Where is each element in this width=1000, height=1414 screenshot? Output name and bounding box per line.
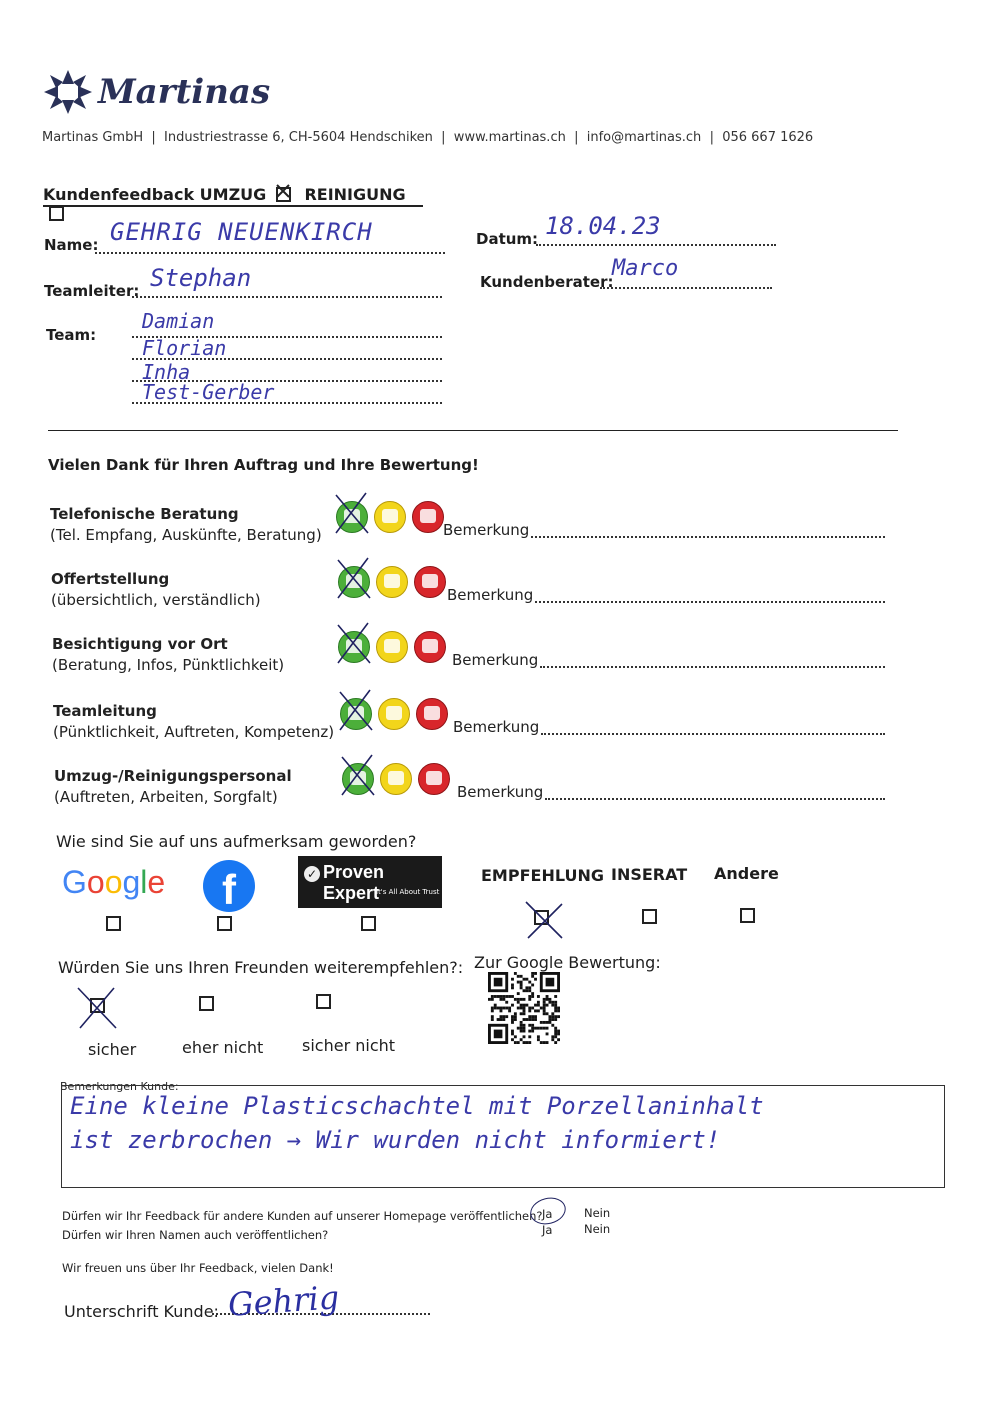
smiley-negative-icon[interactable] [414,631,446,663]
rating-title: Umzug-/Reinigungspersonal [54,767,292,785]
cross-mark-icon [334,621,374,667]
remark-label: Bemerkung [453,718,540,736]
smiley-negative-icon[interactable] [414,566,446,598]
publish-ja-1[interactable]: Ja [542,1207,553,1221]
rating-smileys [338,627,448,667]
team-member[interactable]: Test-Gerber [142,380,275,404]
comment-line: Eine kleine Plasticschachtel mit Porzellaninhalt [70,1092,764,1120]
contact-line: Martinas GmbH | Industriestrasse 6, CH-5604 Hendschiken | www.martinas.ch | info@martinas.ch | 056 667 1626 [42,130,814,145]
signature[interactable]: Gehrig [226,1278,341,1324]
smiley-negative-icon[interactable] [416,698,448,730]
reinigung-label: REINIGUNG [304,185,406,204]
proven-expert-logo: ✓ Proven Expert It's All About Trust [298,856,442,908]
teamleiter-label: Teamleiter: [44,282,140,300]
smiley-neutral-icon[interactable] [380,763,412,795]
empfehlung-label: EMPFEHLUNG [481,866,604,885]
rating-subtitle: (Beratung, Infos, Pünktlichkeit) [52,656,285,674]
publish-nein-2[interactable]: Nein [584,1222,611,1236]
google-logo: Google [62,864,166,900]
publish-question-2: Dürfen wir Ihren Namen auch veröffentlichen? [62,1228,329,1242]
rating-smileys [342,759,452,799]
kundenberater-value[interactable]: Marco [612,256,679,281]
proven-expert-checkbox[interactable] [361,916,376,931]
remark-line[interactable] [531,536,885,538]
rating-subtitle: (übersichtlich, verständlich) [51,591,261,609]
thanks-heading: Vielen Dank für Ihren Auftrag und Ihre Bewertung! [48,456,479,474]
remark-label: Bemerkung [457,783,544,801]
recommend-question: Würden Sie uns Ihren Freunden weiterempfehlen?: [58,958,464,977]
facebook-icon: f [203,860,255,912]
signature-label: Unterschrift Kunde: [64,1302,219,1321]
kundenberater-label: Kundenberater: [480,273,614,291]
reinigung-checkbox[interactable] [49,206,64,221]
team-member[interactable]: Florian [142,336,227,360]
publish-question-1: Dürfen wir Ihr Feedback für andere Kunden auf unserer Homepage veröffentlichen? [62,1209,543,1223]
inserat-checkbox[interactable] [642,909,657,924]
closing-text: Wir freuen uns über Ihr Feedback, vielen Dank! [62,1261,334,1275]
recommend-sicher-nicht-label: sicher nicht [302,1036,396,1055]
team-label: Team: [46,326,97,344]
rating-title: Teamleitung [53,702,157,720]
smiley-neutral-icon[interactable] [376,566,408,598]
checkmark-cross-icon [276,184,291,199]
publish-nein-1[interactable]: Nein [584,1206,611,1220]
team-member[interactable]: Inha [142,360,191,384]
rating-title: Offertstellung [51,570,170,588]
datum-value[interactable]: 18.04.23 [545,212,661,240]
comment-line: ist zerbrochen → Wir wurden nicht informiert! [70,1126,721,1154]
name-label: Name: [44,236,99,254]
smiley-neutral-icon[interactable] [378,698,410,730]
team-member[interactable]: Damian [142,309,215,333]
remark-line[interactable] [545,798,885,800]
cross-mark-icon [332,491,372,537]
rating-subtitle: (Auftreten, Arbeiten, Sorgfalt) [54,788,278,806]
source-question: Wie sind Sie auf uns aufmerksam geworden? [56,832,417,851]
remark-label: Bemerkung [443,521,530,539]
inserat-label: INSERAT [611,865,688,884]
cross-mark-icon [74,984,120,1032]
cross-mark-icon [522,898,566,942]
rating-title: Telefonische Beratung [50,505,239,523]
smiley-neutral-icon[interactable] [374,501,406,533]
cross-mark-icon [338,753,378,799]
rating-smileys [336,497,446,537]
comments-label: Bemerkungen Kunde: [60,1080,179,1093]
facebook-checkbox[interactable] [217,916,232,931]
recommend-eher-nicht-checkbox[interactable] [199,996,214,1011]
smiley-negative-icon[interactable] [418,763,450,795]
google-review-label: Zur Google Bewertung: [474,953,661,972]
recommend-sicher-nicht-checkbox[interactable] [316,994,331,1009]
google-checkbox[interactable] [106,916,121,931]
remark-line[interactable] [535,601,885,603]
recommend-sicher-label: sicher [88,1040,137,1059]
cross-mark-icon [336,688,376,734]
form-title [43,185,423,207]
cross-mark-icon [334,556,374,602]
recommend-eher-nicht-label: eher nicht [182,1038,264,1057]
umzug-checkbox[interactable] [276,187,291,202]
comments-box[interactable] [61,1085,945,1188]
check-circle-icon: ✓ [304,866,320,882]
smiley-negative-icon[interactable] [412,501,444,533]
publish-ja-2[interactable]: Ja [542,1223,553,1237]
brand-name: Martinas [98,72,271,112]
umzug-label: Kundenfeedback UMZUG [43,185,267,204]
datum-label: Datum: [476,230,539,248]
rating-subtitle: (Pünktlichkeit, Auftreten, Kompetenz) [53,723,335,741]
qr-code[interactable] [487,972,561,1044]
remark-label: Bemerkung [452,651,539,669]
remark-line[interactable] [540,666,885,668]
rating-title: Besichtigung vor Ort [52,635,228,653]
andere-checkbox[interactable] [740,908,755,923]
rating-subtitle: (Tel. Empfang, Auskünfte, Beratung) [50,526,322,544]
remark-label: Bemerkung [447,586,534,604]
remark-line[interactable] [541,733,885,735]
rating-smileys [340,694,450,734]
logo [44,70,92,114]
teamleiter-value[interactable]: Stephan [150,264,252,292]
logo-star-icon [44,70,92,114]
smiley-neutral-icon[interactable] [376,631,408,663]
andere-label: Andere [714,864,779,883]
rating-smileys [338,562,448,602]
divider [48,430,898,431]
name-value[interactable]: GEHRIG NEUENKIRCH [110,218,373,246]
